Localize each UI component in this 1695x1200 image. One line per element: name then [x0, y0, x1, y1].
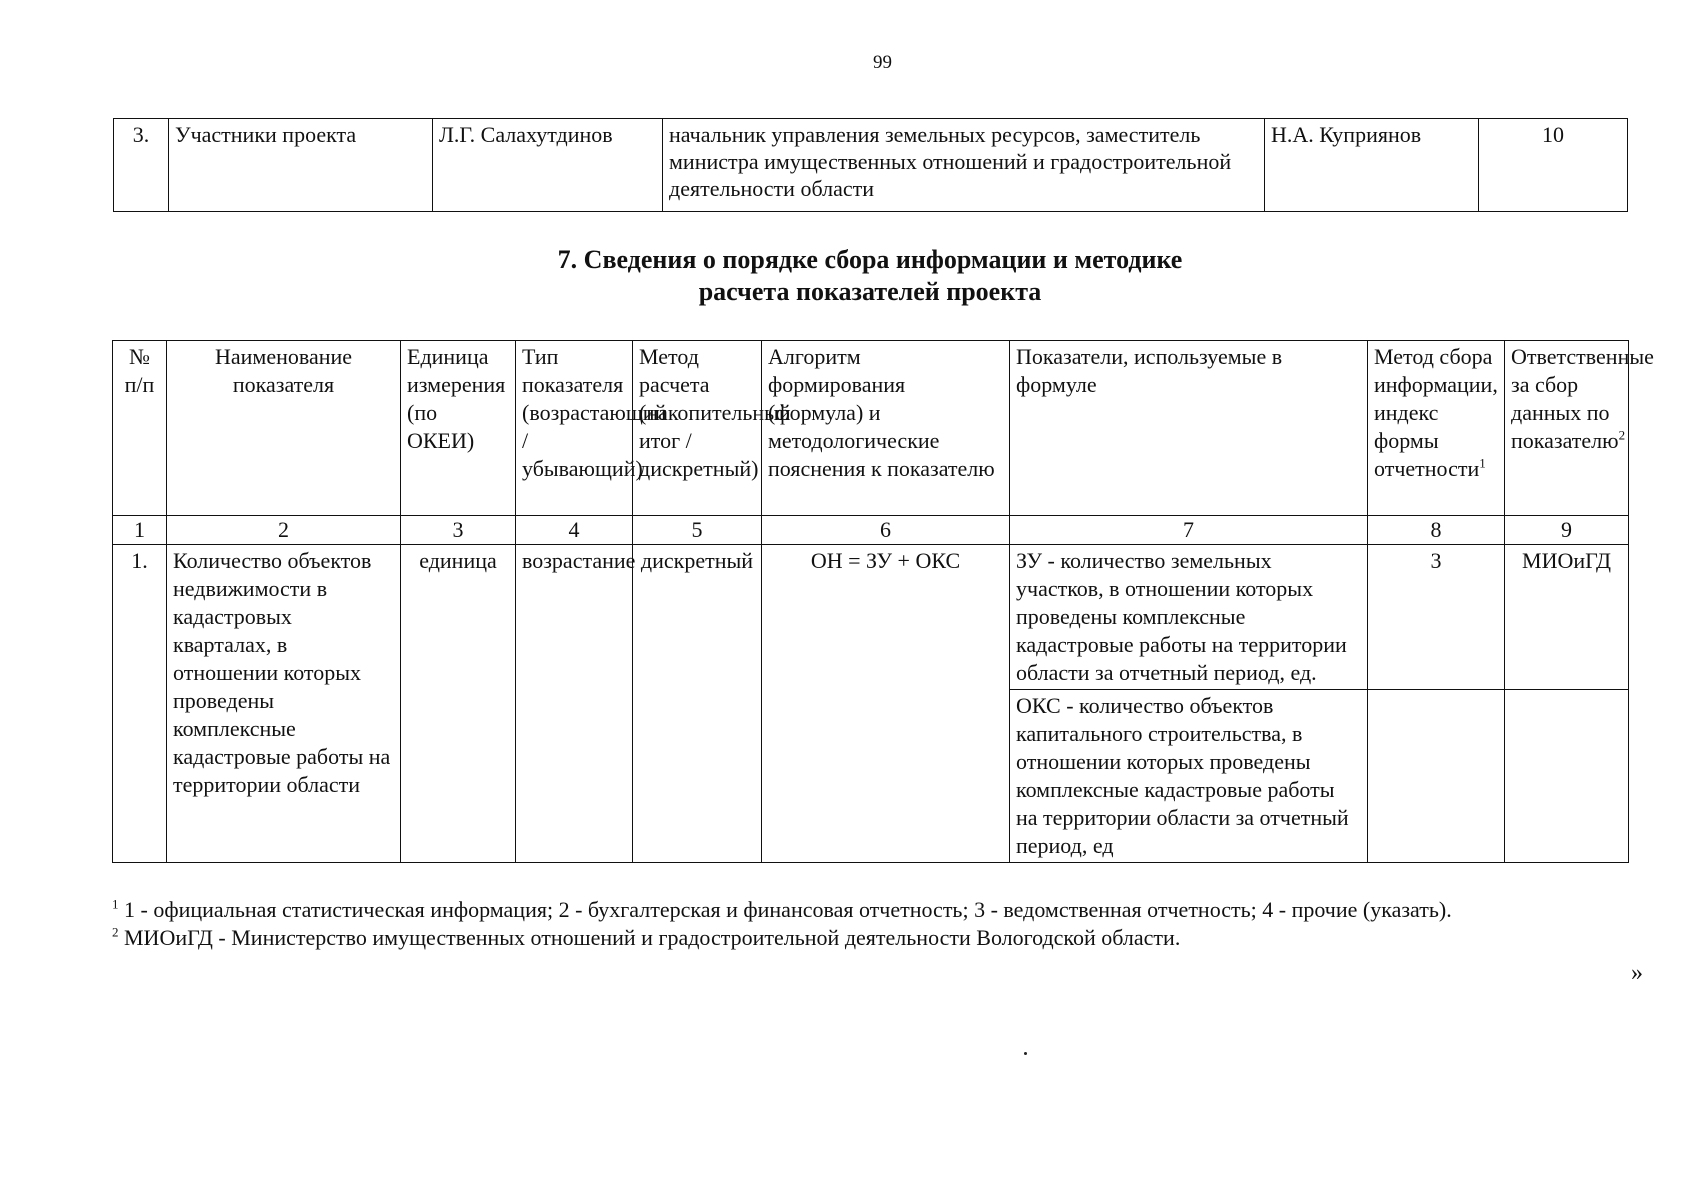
indicator-unit: единица — [401, 545, 516, 863]
footnote-text: 1 - официальная статистическая информация; 2 - бухгалтерская и финансовая отчетность; 3 - ведомственная отчетность; 4 - прочие (указать). — [124, 897, 1452, 922]
column-number-row — [113, 516, 1629, 545]
responsible-party: МИОиГД — [1505, 545, 1629, 690]
header-algorithm: Алгоритм формирования (формула) и методологические пояснения к показателю — [762, 341, 1010, 516]
column-number: 8 — [1368, 516, 1505, 545]
row-number: 1. — [113, 545, 167, 863]
column-number: 5 — [633, 516, 762, 545]
header-unit: Единица измерения (по ОКЕИ) — [401, 341, 516, 516]
responsible-party — [1505, 690, 1629, 863]
header-variables: Показатели, используемые в формуле — [1010, 341, 1368, 516]
footnote-mark-1: 1 — [1479, 455, 1486, 471]
header-name: Наименование показателя — [167, 341, 401, 516]
page-number: 99 — [873, 52, 892, 73]
participants-table — [113, 118, 1628, 212]
column-number: 6 — [762, 516, 1010, 545]
indicator-type: возрастание — [516, 545, 633, 863]
indicator-name: Количество объектов недвижимости в кадастровых кварталах, в отношении которых проведены комплексные кадастровые работы на территории области — [167, 545, 401, 863]
header-collection — [1368, 341, 1505, 516]
column-number: 4 — [516, 516, 633, 545]
section-title — [112, 244, 1628, 308]
column-number: 9 — [1505, 516, 1629, 545]
role-cell: Участники проекта — [169, 119, 433, 212]
indicators-table — [112, 340, 1654, 863]
position-cell: начальник управления земельных ресурсов, заместитель министра имущественных отношений и градостроительной деятельности области — [663, 119, 1265, 212]
footnote-text: МИОиГД - Министерство имущественных отношений и градостроительной деятельности Вологодской области. — [124, 925, 1181, 950]
header-method: Метод расчета (накопительный итог / дискретный) — [633, 341, 762, 516]
workload-cell: 10 — [1479, 119, 1628, 212]
footnote — [112, 896, 1672, 924]
column-number: 3 — [401, 516, 516, 545]
section-title-line2: расчета показателей проекта — [698, 277, 1042, 306]
footnote-mark-2: 2 — [1618, 427, 1626, 443]
variable-description: ЗУ - количество земельных участков, в отношении которых проведены комплексные кадастровые работы на территории области за отчетный период, ед. — [1010, 545, 1368, 690]
header-responsible-text: Ответственные за сбор данных по показателю — [1511, 344, 1654, 453]
header-num: № п/п — [113, 341, 167, 516]
table-row — [114, 119, 1628, 212]
header-type: Тип показателя (возрастающий / убывающий) — [516, 341, 633, 516]
supervisor-cell: Н.А. Куприянов — [1265, 119, 1479, 212]
indicator-formula: ОН = ЗУ + ОКС — [762, 545, 1010, 863]
collection-method: 3 — [1368, 545, 1505, 690]
closing-quote: » — [1631, 960, 1643, 986]
name-cell: Л.Г. Салахутдинов — [433, 119, 663, 212]
footnote — [112, 924, 1672, 952]
variable-description: ОКС - количество объектов капитального строительства, в отношении которых проведены комплексные кадастровые работы на территории области за отчетный период, ед — [1010, 690, 1368, 863]
header-row — [113, 341, 1629, 516]
header-collection-text: Метод сбора информации, индекс формы отчетности — [1374, 344, 1498, 481]
header-responsible — [1505, 341, 1654, 516]
scan-speck — [1024, 1052, 1027, 1055]
column-number: 7 — [1010, 516, 1368, 545]
footnotes — [112, 896, 1672, 952]
table-row — [113, 545, 1629, 690]
footnote-mark: 1 — [112, 896, 119, 912]
collection-method — [1368, 690, 1505, 863]
footnote-mark: 2 — [112, 924, 119, 940]
indicator-method: дискретный — [633, 545, 762, 863]
row-number: 3. — [114, 119, 169, 212]
column-number: 1 — [113, 516, 167, 545]
section-title-line1: 7. Сведения о порядке сбора информации и методике — [557, 245, 1183, 274]
column-number: 2 — [167, 516, 401, 545]
